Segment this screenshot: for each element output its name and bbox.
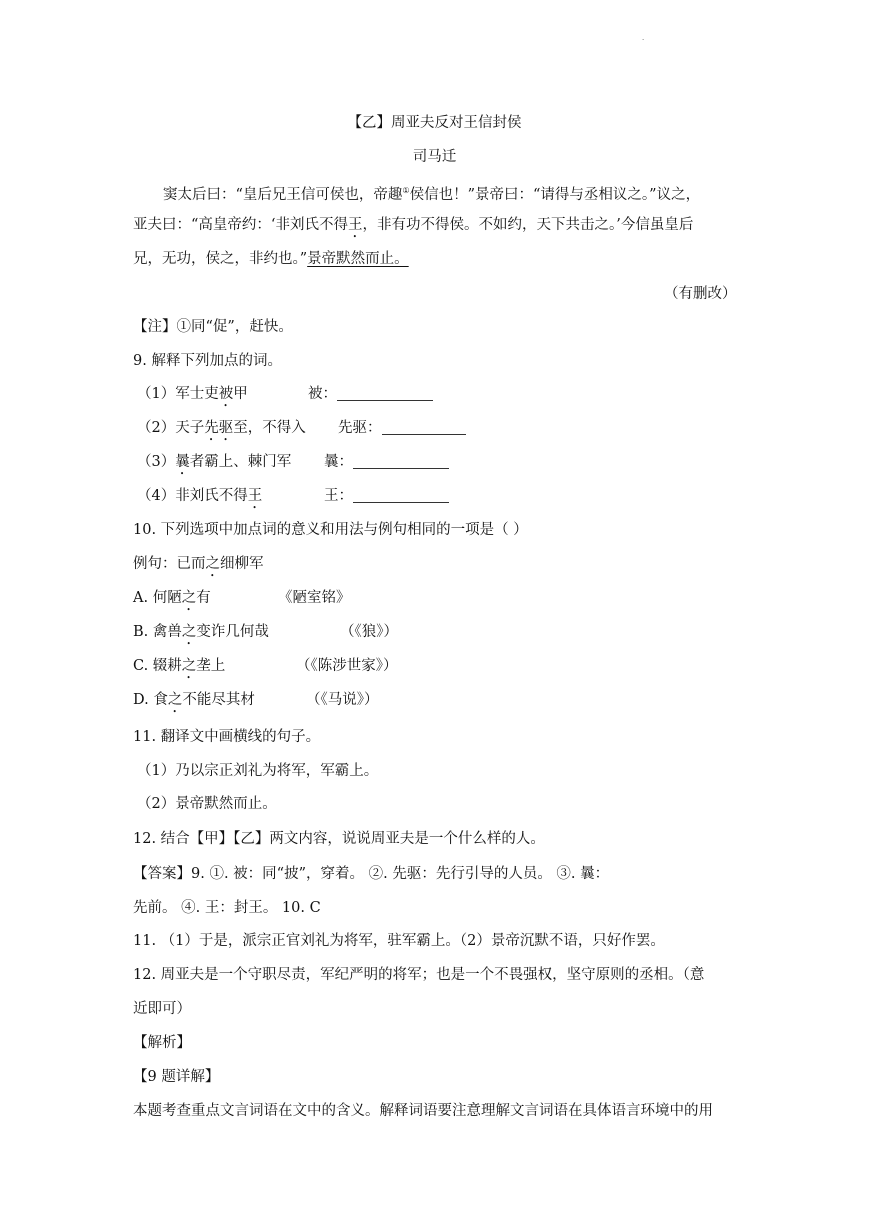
dotted-word: 之 [167,692,183,708]
q11-item: （1）乃以宗正刘礼为将军，军霸上。 [137,763,379,779]
analysis-header: 【解析】 [133,1035,191,1051]
q10-option-d[interactable]: D. 食之不能尽其材 [133,692,255,708]
dotted-word: 之 [181,590,197,606]
q9-item [137,452,291,478]
passage-line-2 [133,215,693,241]
q10-option-c-source: （《陈涉世家》） [296,658,398,674]
q9-label: 被： [308,384,433,404]
answer-line-3: 11. （1）于是，派宗正官刘礼为将军，驻军霸上。（2）景帝沉默不语，只好作罢。 [133,933,665,949]
q10-option-d-source: （《马说》） [306,692,379,708]
source-note: （有删改） [664,286,737,302]
q10-option-a[interactable]: A. 何陋之有 [133,590,211,606]
q9-label: 王： [324,486,449,506]
q12-stem: 12. 结合【甲】【乙】两文内容，说说周亚夫是一个什么样的人。 [133,831,545,847]
dotted-word: 王 [348,217,363,233]
q9-label: 曩： [324,452,449,472]
answer-line-4: 12. 周亚夫是一个守职尽责，军纪严明的将军；也是一个不畏强权，坚守原则的丞相。（意 [133,967,705,983]
item-text: （3） [137,454,176,470]
passage-text: 侯信也！”景帝曰：“请得与丞相议之。”议之， [409,187,701,203]
answer-line-2: 先前。 ④. 王：封王。 10. C [133,900,321,916]
answer-blank[interactable] [337,386,433,401]
passage-line-1 [163,181,700,205]
q9-item [137,418,306,444]
item-text: （4）非刘氏不得 [137,488,248,504]
passage-text: 窦太后曰：“皇后兄王信可侯也，帝趣 [163,187,403,203]
passage-text: 兄，无功，侯之，非约也。” [133,251,308,267]
q10-option-b[interactable]: B. 禽兽之变诈几何哉 [133,624,269,640]
answer-blank[interactable] [382,420,466,435]
q10-option-c[interactable]: C. 辍耕之垄上 [133,658,226,674]
item-text: （1）军士吏 [137,386,219,402]
q9-label: 先驱： [338,418,466,438]
detail-text: 本题考查重点文言词语在文中的含义。解释词语要注意理解文言词语在具体语言环境中的用 [133,1103,713,1119]
answer-blank[interactable] [353,454,449,469]
dotted-word: 被 [218,386,234,402]
item-text: 至，不得入 [233,420,306,436]
dotted-word: 王 [247,488,263,504]
footnote: 【注】①同“促”，赶快。 [133,319,293,335]
item-text: （2）天子 [137,420,205,436]
underlined-sentence: 景帝默然而止。 [307,251,409,267]
answer-blank[interactable] [353,488,449,503]
dotted-word: 先驱 [204,420,234,436]
corner-dot: · [642,36,645,44]
passage-title: 【乙】周亚夫反对王信封侯 [347,115,522,131]
answer-line-1: 【答案】9. ①. 被：同“披”，穿着。 ②. 先驱：先行引导的人员。 ③. 曩： [133,866,610,882]
q10-example: 例句：已而之细柳军 [133,556,264,572]
dotted-word: 之 [205,556,220,572]
q10-option-b-source: （《狼》） [340,624,398,640]
passage-text: ，非有功不得侯。不如约，天下共击之。’今信虽皇后 [362,217,694,233]
q9-item [137,486,262,512]
answer-line-5: 近即可） [133,1001,191,1017]
q10-option-a-source: 《陋室铭》 [278,590,351,606]
footnote-mark: ① [402,186,410,195]
q11-item: （2）景帝默然而止。 [137,796,277,812]
q10-stem: 10. 下列选项中加点词的意义和用法与例句相同的一项是（ ） [133,522,528,538]
item-text: 甲 [233,386,248,402]
passage-author: 司马迁 [412,149,457,165]
detail-header: 【9 题详解】 [133,1069,220,1085]
dotted-word: 之 [181,658,197,674]
q9-stem: 9. 解释下列加点的词。 [133,353,282,369]
dotted-word: 之 [181,624,197,640]
passage-line-3 [133,249,409,269]
item-text: 者霸上、棘门军 [189,454,292,470]
q9-item [137,384,248,410]
dotted-word: 曩 [175,454,190,470]
q11-stem: 11. 翻译文中画横线的句子。 [133,729,321,745]
passage-text: 亚夫曰：“高皇帝约：‘非刘氏不得 [133,217,349,233]
